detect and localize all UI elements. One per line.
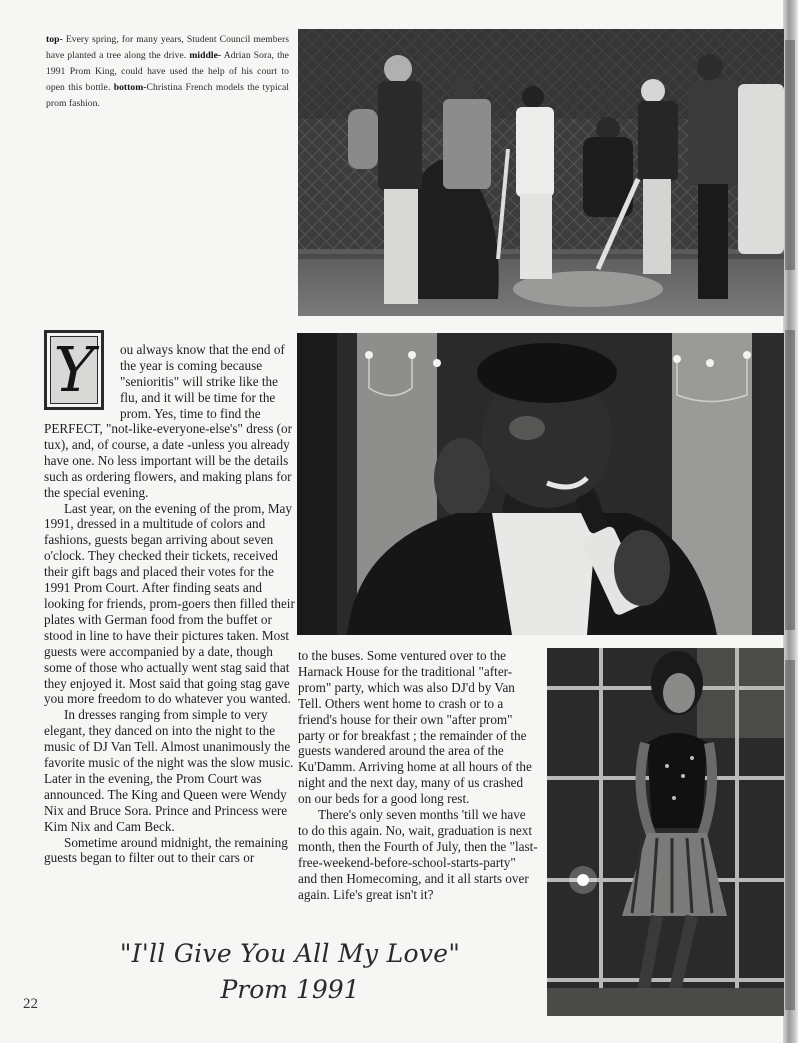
title-line-event: Prom 1991 [220,975,360,1004]
prom-king-scene [297,333,784,635]
caption-bottom-text: Christina French models the typical prom fashion. [46,82,290,109]
article-column-left [44,421,296,866]
caption-bottom-label: bottom- [113,82,147,93]
page-number: 22 [23,996,38,1012]
caption-middle-text: Adrian Sora, the 1991 Prom King, could have used the help of his court to open this bottle. [46,50,289,93]
caption-top-text: Every spring, for many years, Student Council members have planted a tree along the drive. [46,34,289,61]
photo-caption [46,32,289,112]
article-paragraph: In dresses ranging from simple to very elegant, they danced on into the night to the music of DJ Van Tell. Almost unanimously the favorite music of the night was the slow music. Later in the evening, the Prom Court was announced. The King and Queen were Wendy Nix and Bruce Sora. Prince and Princess were Kim Nix and Cam Beck. [44,707,294,834]
article-column-middle [298,648,538,903]
tree-planting-scene [298,29,784,316]
caption-top-label: top- [46,34,63,45]
prom-fashion-scene [547,648,784,1016]
caption-middle-label: middle- [189,50,222,61]
article-paragraph: to the buses. Some ventured over to the Harnack House for the traditional "after-prom" party, which was also DJ'd by Van Tell. Others went home to crash or to a friend's house for their own "after prom" party or for breakfast ; the remainder of the guests wandered around the area of the Ku'Damm. Arriving home at all hours of the night and the next day, many of us crashed on our beds for a good long rest. [298,648,532,807]
article-paragraph: Sometime around midnight, the remaining guests began to filter out to their cars or [44,834,288,866]
drop-cap [44,330,104,410]
page-gutter-edge [783,0,798,1043]
page-title [110,938,470,1006]
article-paragraph: PERFECT, "not-like-everyone-else's" dress (or tux), and, of course, a date -unless you already have one. No less important will be the details such as ordering flowers, and making plans for the special evening. [44,421,293,500]
photo-prom-fashion [547,648,784,1016]
article-paragraph: Last year, on the evening of the prom, May 1991, dressed in a multitude of colors and fashions, guests began arriving about seven o'clock. They checked their tickets, received their gift bags and placed their votes for the 1991 Prom Court. After finding seats and looking for friends, prom-goers then filled their plates with German food from the buffet or stood in line to have their pictures taken. Most guests were accompanied by a date, though some of those who actually went stag said that they enjoyed it. Most said that going stag gave you more freedom to do whatever you wanted. [44,500,295,707]
article-intro [120,342,296,422]
article-paragraph: There's only seven months 'till we have to do this again. No, wait, graduation is next month, then the Fourth of July, then the "last-free-weekend-before-school-starts-party" and then Homecoming, and it all starts over again. Life's great isn't it? [298,807,538,902]
title-line-quote: "I'll Give You All My Love" [119,939,461,968]
intro-paragraph: ou always know that the end of the year is coming because "senioritis" will strike like the flu, and it will be time for the prom. Yes, time to find the [120,342,285,421]
photo-tree-planting [298,29,784,316]
drop-cap-letter: Y [50,336,98,404]
photo-prom-king [297,333,784,635]
